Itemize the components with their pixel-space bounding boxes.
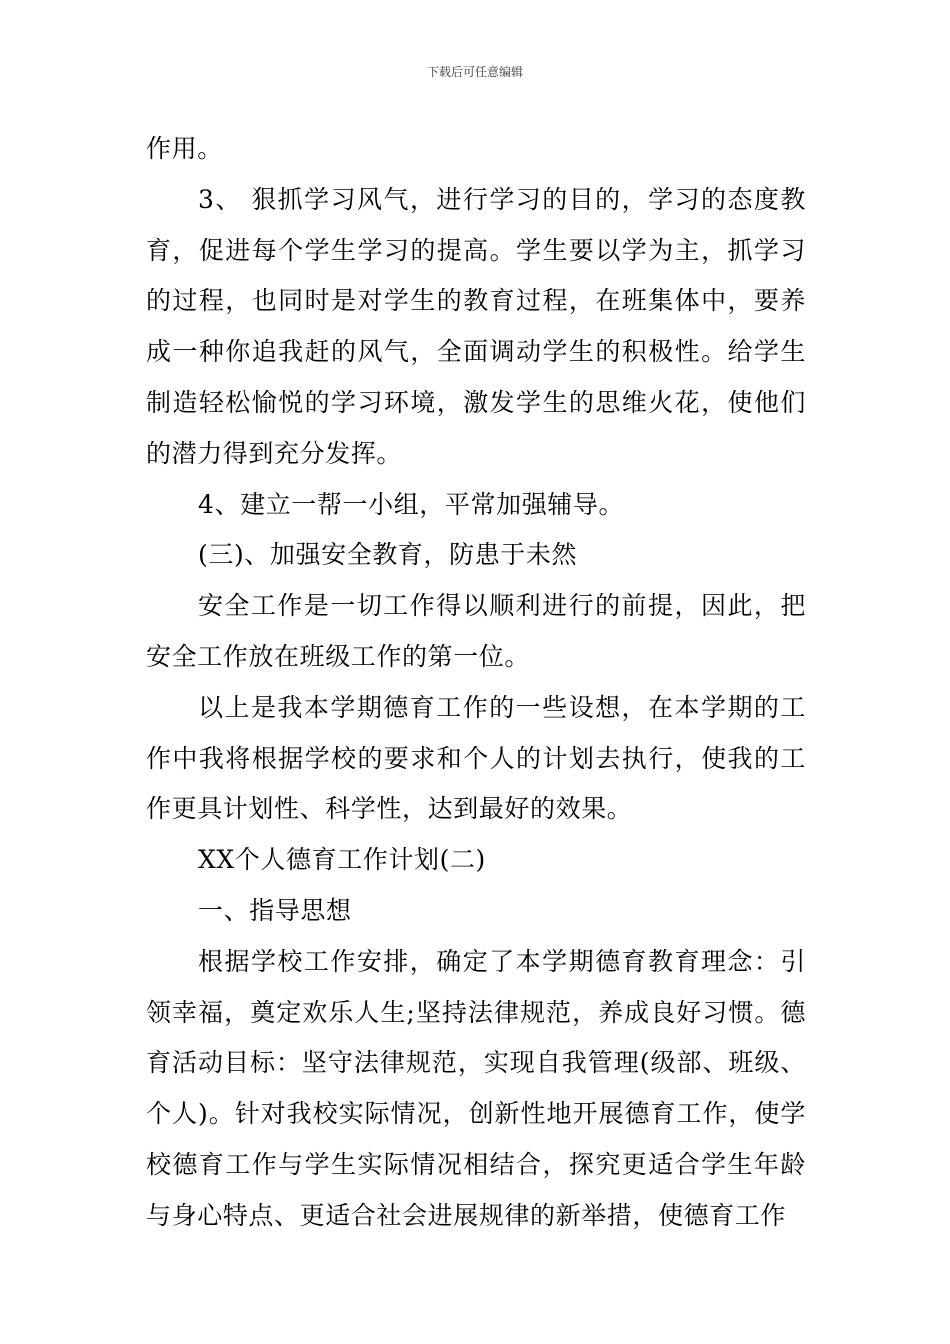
paragraph-safety: 安全工作是一切工作得以顺利进行的前提，因此，把安全工作放在班级工作的第一位。 [146, 591, 806, 671]
document-body [146, 124, 806, 1242]
paragraph-item-3: 3、 狠抓学习风气，进行学习的目的，学习的态度教育，促进每个学生学习的提高。学生要以学为主，抓学习的过程，也同时是对学生的教育过程，在班集体中，要养成一种你追我赶的风气，全面调动学生的积极性。给学生制造轻松愉悦的学习环境，激发学生的思维火花，使他们的潜力得到充分发挥。 [146, 184, 806, 468]
paragraph-item-4: 4、建立一帮一小组，平常加强辅导。 [198, 489, 625, 519]
document-title-plan-2: XX个人德育工作计划(二) [198, 845, 486, 875]
section-heading-guiding-ideology: 一、指导思想 [198, 895, 352, 925]
page-header: 下载后可任意编辑 [426, 65, 523, 79]
paragraph-guiding-ideology: 根据学校工作安排，确定了本学期德育教育理念：引领幸福，奠定欢乐人生;坚持法律规范，养成良好习惯。德育活动目标：坚守法律规范，实现自我管理(级部、班级、个人)。针对我校实际情况，创新性地开展德育工作，使学校德育工作与学生实际情况相结合，探究更适合学生年龄与身心特点、更适合社会进展规律的新举措，使德育工作 [146, 946, 806, 1230]
paragraph-continuation: 作用。 [146, 134, 223, 163]
paragraph-summary: 以上是我本学期德育工作的一些设想，在本学期的工作中我将根据学校的要求和个人的计划去执行，使我的工作更具计划性、科学性，达到最好的效果。 [146, 692, 806, 824]
section-heading-safety: (三)、加强安全教育，防患于未然 [198, 540, 578, 570]
